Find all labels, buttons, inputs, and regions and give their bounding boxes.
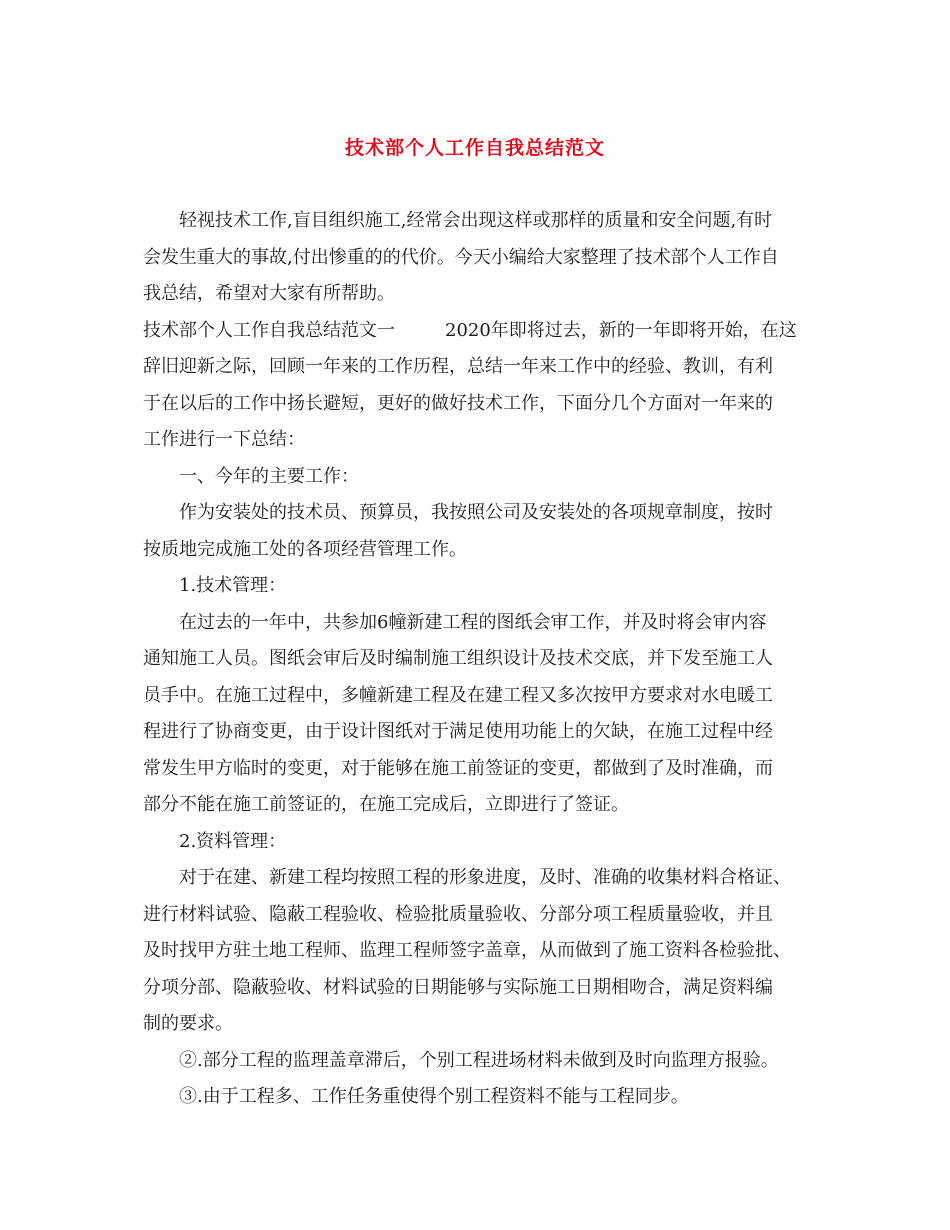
paragraph-line: ②.部分工程的监理盖章滞后，个别工程进场材料未做到及时向监理方报验。 [179, 1049, 779, 1071]
paragraph-line: 作为安装处的技术员、预算员，我按照公司及安装处的各项规章制度，按时 [179, 502, 773, 523]
paragraph-line: 于在以后的工作中扬长避短，更好的做好技术工作，下面分几个方面对一年来的 [143, 392, 773, 414]
paragraph-line: 轻视技术工作,盲目组织施工,经常会出现这样或那样的质量和安全问题,有时 [179, 210, 773, 231]
paragraph-line: 常发生甲方临时的变更，对于能够在施工前签证的变更，都做到了及时准确，而 [143, 757, 773, 779]
paragraph-line: 辞旧迎新之际，回顾一年来的工作历程，总结一年来工作中的经验、教训，有利 [143, 356, 773, 377]
paragraph-line: 会发生重大的事故,付出惨重的的代价。今天小编给大家整理了技术部个人工作自 [143, 246, 779, 268]
paragraph-line: ③.由于工程多、工作任务重使得个别工程资料不能与工程同步。 [179, 1086, 689, 1107]
paragraph-line: 按质地完成施工处的各项经营管理工作。 [143, 538, 467, 560]
paragraph-line: 分项分部、隐蔽验收、材料试验的日期能够与实际施工日期相吻合，满足资料编 [143, 976, 773, 998]
paragraph-line: 部分不能在施工前签证的，在施工完成后，立即进行了签证。 [143, 794, 629, 815]
subheading-line: 一、今年的主要工作： [179, 465, 359, 487]
paragraph-line: 员手中。在施工过程中，多幢新建工程及在建工程又多次按甲方要求对水电暖工 [143, 684, 773, 706]
paragraph-line: 制的要求。 [143, 1013, 233, 1034]
paragraph-line: 对于在建、新建工程均按照工程的形象进度，及时、准确的收集材料合格证、 [179, 867, 791, 888]
subheading-line: 2.资料管理： [179, 830, 287, 852]
document-title: 技术部个人工作自我总结范文 [344, 137, 605, 159]
section-heading: 技术部个人工作自我总结范文一 [143, 319, 395, 341]
section-heading-line [143, 313, 811, 350]
paragraph-line: 在过去的一年中，共参加6幢新建工程的图纸会审工作，并及时将会审内容 [179, 611, 767, 633]
paragraph-line: 通知施工人员。图纸会审后及时编制施工组织设计及技术交底，并下发至施工人 [143, 648, 773, 669]
paragraph-line: 及时找甲方驻土地工程师、监理工程师签字盖章，从而做到了施工资料各检验批、 [143, 940, 791, 961]
paragraph-line: 工作进行一下总结： [143, 429, 305, 450]
document-body [143, 203, 811, 1116]
paragraph-line: 程进行了协商变更，由于设计图纸对于满足使用功能上的欠缺，在施工过程中经 [143, 721, 773, 742]
paragraph-line: 我总结，希望对大家有所帮助。 [143, 283, 395, 304]
paragraph-line: 进行材料试验、隐蔽工程验收、检验批质量验收、分部分项工程质量验收，并且 [143, 903, 773, 925]
paragraph-text: 2020年即将过去，新的一年即将开始，在这 [445, 319, 797, 341]
subheading-line: 1.技术管理： [179, 575, 287, 596]
